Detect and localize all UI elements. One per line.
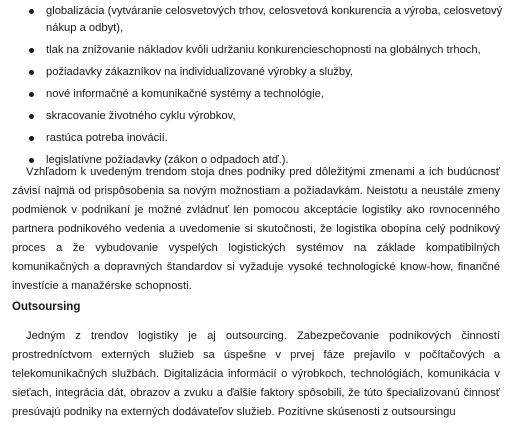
bullet-text: skracovanie životného cyklu výrobkov, — [46, 110, 236, 122]
bullet-text: tlak na znižovanie nákladov kvôli udržaniu konkurencieschopnosti na globálnych trhoch, — [46, 44, 481, 56]
bullet-item — [24, 3, 504, 37]
bullet-text: nové informačné a komunikačné systémy a technológie, — [46, 88, 324, 100]
outsourcing-paragraph: Jedným z trendov logistiky je aj outsourcing. Zabezpečovanie podnikových činností prostredníctvom externých služieb sa úspešne v prvej fáze prejavilo v počítačových a telekomunikačných službách. Digitalizácia informácií o výrobkoch, technológiách, komunikácia v sieťach, integrácia dát, obrazov a zvuku a ďalšie faktory spôsobili, že túto špecializovanú činnosť presúvajú podniky na externých dodávateľov služieb. Pozitívne skúsenosti z outsoursingu — [12, 330, 500, 418]
bullet-dot-icon — [29, 114, 34, 119]
bullet-dot-icon — [29, 48, 34, 53]
bullet-item — [24, 42, 504, 59]
bullet-dot-icon — [29, 70, 34, 75]
bullet-dot-icon — [29, 92, 34, 97]
section-heading: Outsoursing — [12, 301, 81, 313]
trend-bullet-list — [24, 3, 504, 174]
bullet-item — [24, 64, 504, 81]
bullet-text: rastúca potreba inovácií. — [46, 132, 168, 144]
bullet-item — [24, 108, 504, 125]
bullet-dot-icon — [29, 9, 34, 14]
trends-paragraph: Vzhľadom k uvedeným trendom stoja dnes podniky pred dôležitými zmenami a ich budúcnosť závisí najmä od prispôsobenia sa novým možnostiam a požiadavkám. Neistotu a neustále zmeny podmienok v podnikaní je možné zvládnuť len pomocou akceptácie logistiky ako rovnocenného partnera podnikového vedenia a uvedomenie si skutočnosti, že logistika obopína celý podnikový proces a že vybudovanie vyspelých logistických systémov na základe kompatibilných komunikačných a dopravných štandardov si vyžaduje vysoké technologické know-how, finančné investície a manažérske schopnosti. — [12, 166, 500, 292]
bullet-dot-icon — [29, 136, 34, 141]
bullet-text: legislatívne požiadavky (zákon o odpadoch atď.). — [46, 154, 289, 166]
bullet-text: globalizácia (vytváranie celosvetových trhov, celosvetová konkurencia a výroba, celosvetový nákup a odbyt), — [46, 5, 503, 34]
bullet-text: požiadavky zákazníkov na individualizované výrobky a služby, — [46, 66, 353, 78]
bullet-item — [24, 86, 504, 103]
bullet-item — [24, 130, 504, 147]
